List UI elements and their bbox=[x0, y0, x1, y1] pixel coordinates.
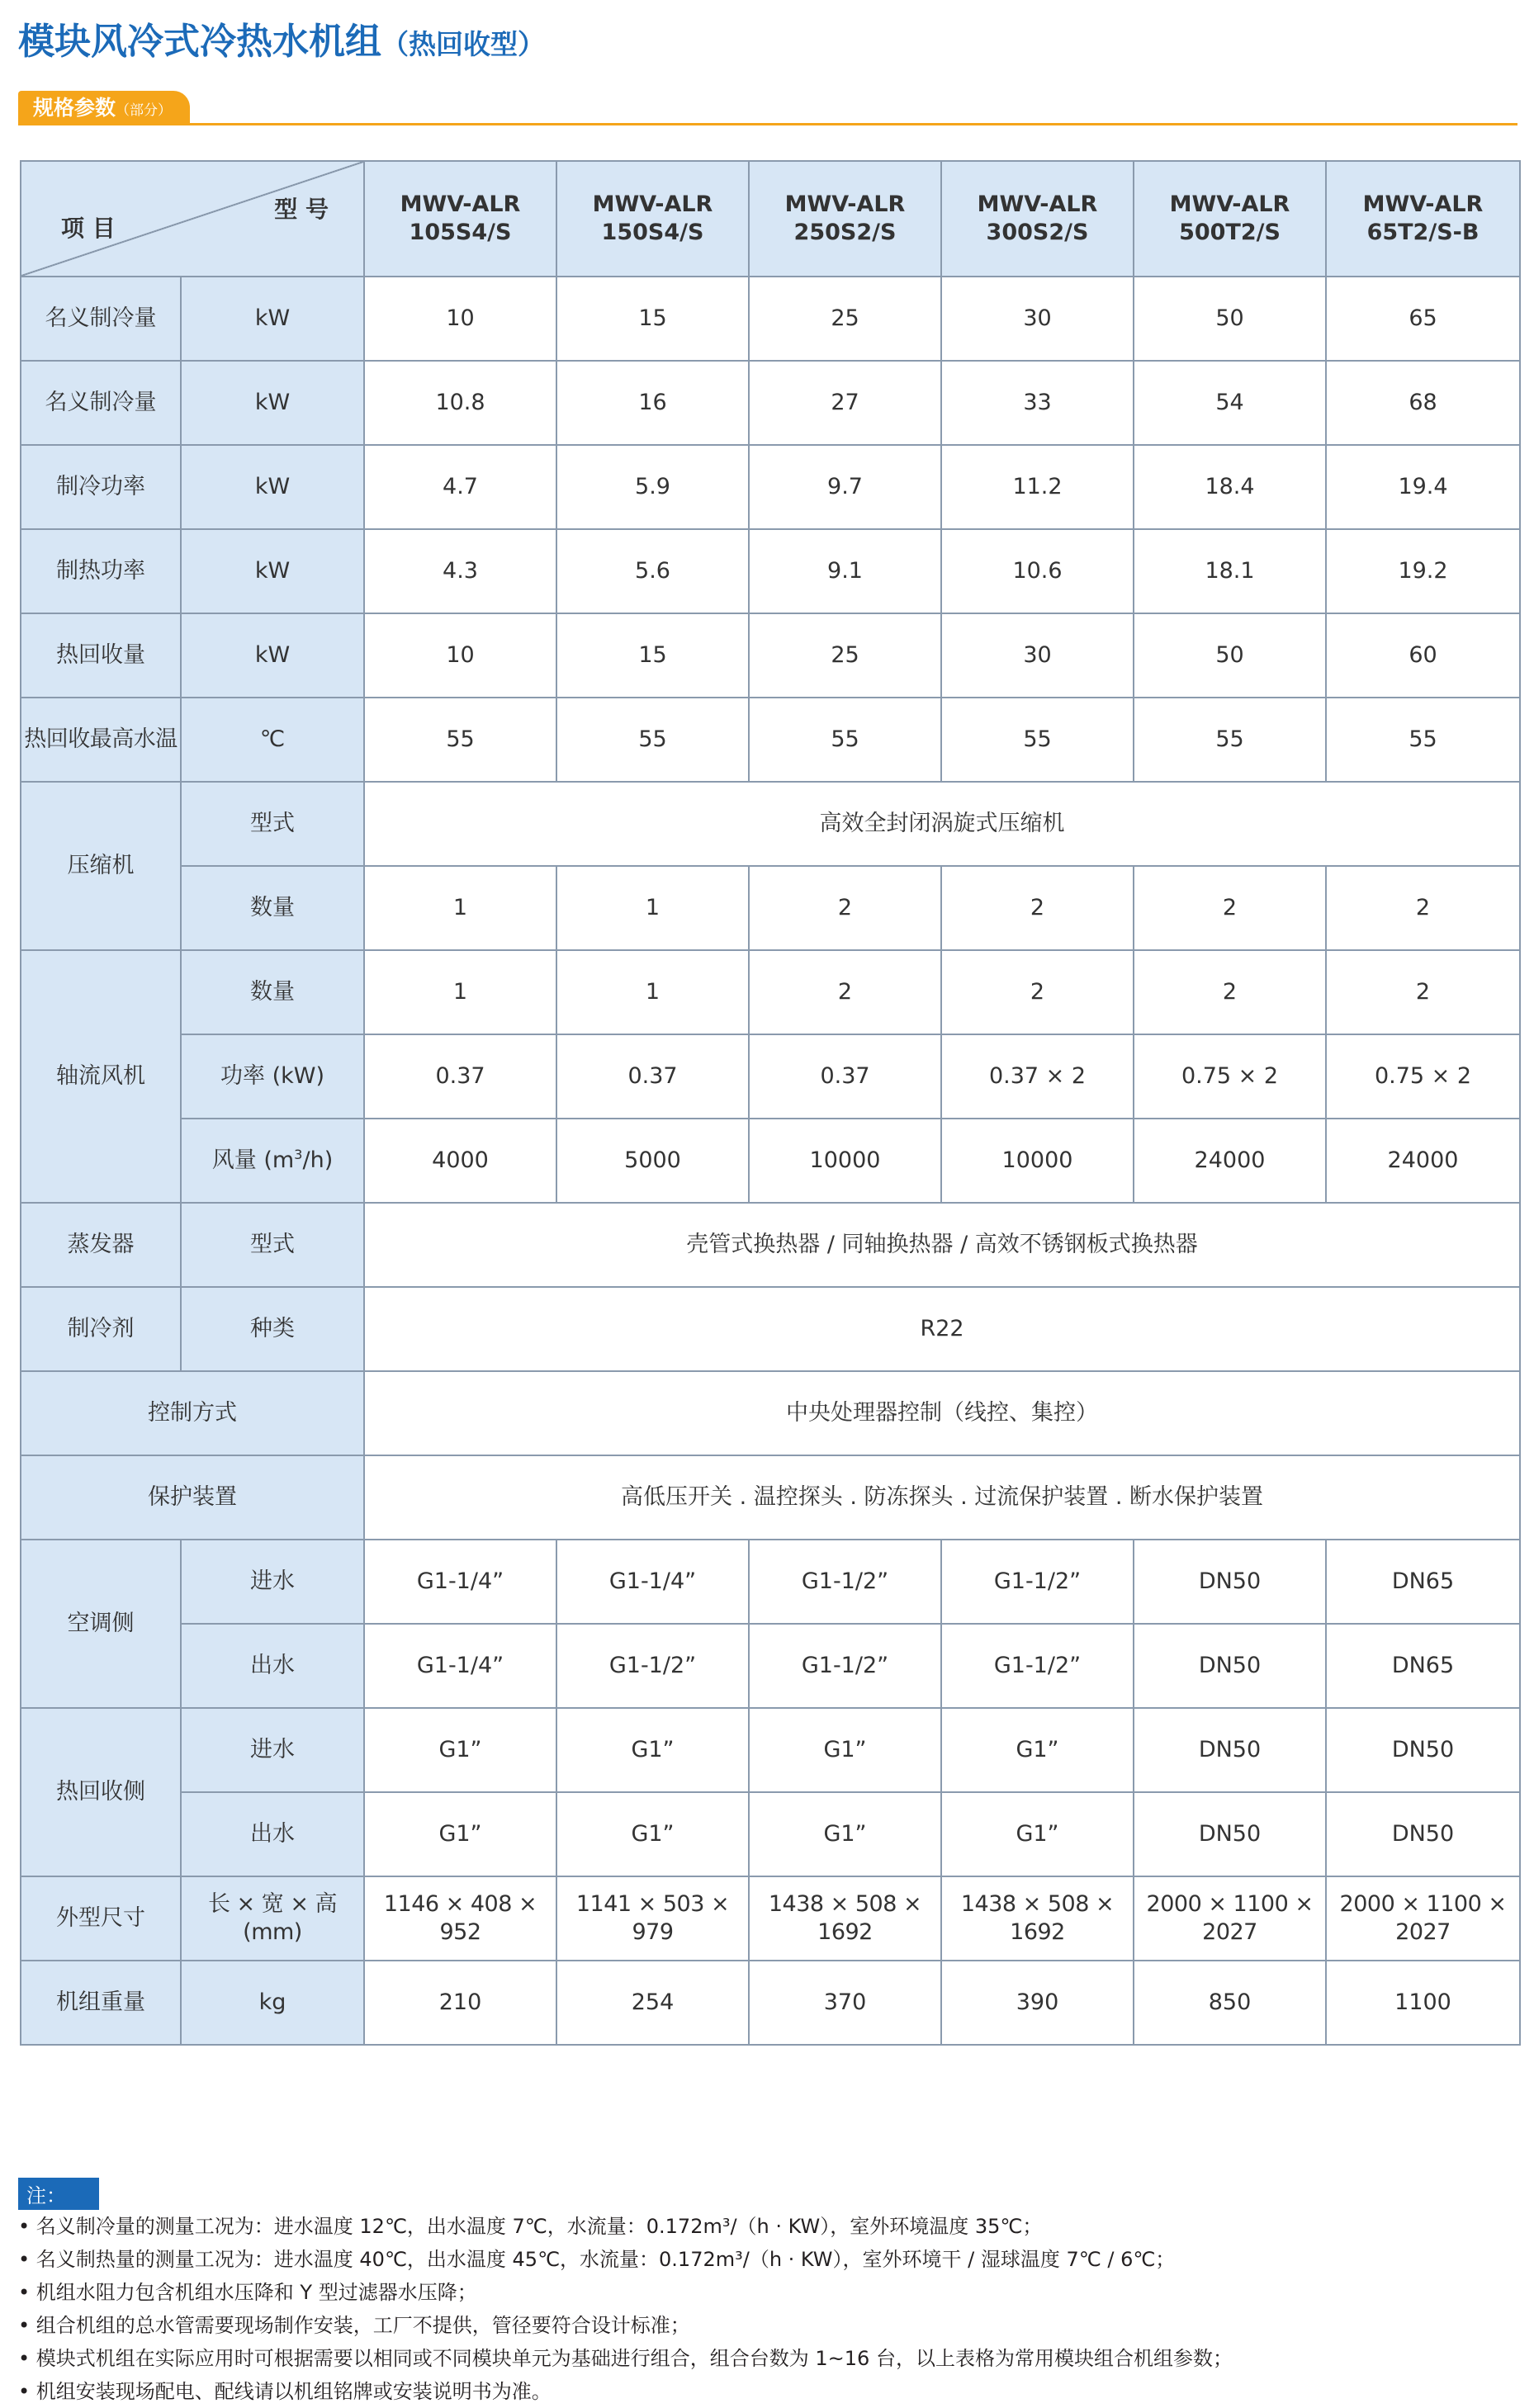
row-unit: 长 × 宽 × 高(mm) bbox=[181, 1876, 364, 1961]
table-cell: 210 bbox=[364, 1961, 556, 2045]
table-cell-merged: 壳管式换热器 / 同轴换热器 / 高效不锈钢板式换热器 bbox=[364, 1203, 1520, 1287]
row-unit: kW bbox=[181, 613, 364, 698]
table-cell: G1-1/4” bbox=[364, 1540, 556, 1624]
row-sub-label: 进水 bbox=[181, 1708, 364, 1792]
row-unit: kW bbox=[181, 361, 364, 445]
table-row bbox=[21, 1455, 1520, 1540]
table-cell: 25 bbox=[749, 613, 941, 698]
table-row bbox=[21, 277, 1520, 361]
table-cell: 850 bbox=[1134, 1961, 1326, 2045]
table-cell: 1 bbox=[556, 866, 749, 950]
table-cell: 4.3 bbox=[364, 529, 556, 613]
table-row bbox=[21, 950, 1520, 1034]
table-cell: 24000 bbox=[1326, 1119, 1520, 1203]
table-cell-merged: 高低压开关 . 温控探头 . 防冻探头 . 过流保护装置 . 断水保护装置 bbox=[364, 1455, 1520, 1540]
model-header: MWV-ALR 150S4/S bbox=[556, 161, 749, 277]
table-row bbox=[21, 1287, 1520, 1371]
table-cell: 5.9 bbox=[556, 445, 749, 529]
table-cell: 65 bbox=[1326, 277, 1520, 361]
row-label: 名义制冷量 bbox=[21, 361, 181, 445]
table-row bbox=[21, 1371, 1520, 1455]
row-label-control: 控制方式 bbox=[21, 1371, 364, 1455]
table-cell: DN50 bbox=[1326, 1792, 1520, 1876]
table-cell: 1100 bbox=[1326, 1961, 1520, 2045]
row-label: 名义制冷量 bbox=[21, 277, 181, 361]
table-row bbox=[21, 1034, 1520, 1119]
table-cell: 2 bbox=[941, 866, 1134, 950]
table-cell: 2000 × 1100 × 2027 bbox=[1326, 1876, 1520, 1961]
table-cell: G1-1/2” bbox=[941, 1540, 1134, 1624]
table-cell: 5000 bbox=[556, 1119, 749, 1203]
table-cell: G1-1/4” bbox=[556, 1540, 749, 1624]
row-sub-label: 型式 bbox=[181, 1203, 364, 1287]
section-tab-sublabel: （部分） bbox=[116, 102, 173, 119]
note-item: • 名义制热量的测量工况为：进水温度 40℃，出水温度 45℃，水流量：0.172m³/（h · KW），室外环境干 / 湿球温度 7℃ / 6℃； bbox=[18, 2248, 1176, 2271]
table-cell: 11.2 bbox=[941, 445, 1134, 529]
table-cell: DN50 bbox=[1134, 1708, 1326, 1792]
table-cell: G1” bbox=[364, 1708, 556, 1792]
table-row bbox=[21, 1961, 1520, 2045]
row-sub-label: 数量 bbox=[181, 950, 364, 1034]
table-cell: 4000 bbox=[364, 1119, 556, 1203]
table-row bbox=[21, 1624, 1520, 1708]
table-cell: G1” bbox=[941, 1792, 1134, 1876]
table-cell: 370 bbox=[749, 1961, 941, 2045]
table-cell: 55 bbox=[364, 698, 556, 782]
table-cell: 55 bbox=[1134, 698, 1326, 782]
table-cell: G1” bbox=[556, 1792, 749, 1876]
table-cell: G1-1/2” bbox=[556, 1624, 749, 1708]
table-row bbox=[21, 361, 1520, 445]
table-cell: G1-1/2” bbox=[749, 1540, 941, 1624]
table-cell: 19.2 bbox=[1326, 529, 1520, 613]
table-cell-merged: R22 bbox=[364, 1287, 1520, 1371]
table-cell: DN65 bbox=[1326, 1624, 1520, 1708]
table-cell: 10.6 bbox=[941, 529, 1134, 613]
table-cell: 18.4 bbox=[1134, 445, 1326, 529]
table-cell: DN50 bbox=[1134, 1792, 1326, 1876]
table-row bbox=[21, 1119, 1520, 1203]
table-cell: 2 bbox=[749, 950, 941, 1034]
row-label: 机组重量 bbox=[21, 1961, 181, 2045]
page-subtitle: （热回收型） bbox=[381, 28, 545, 60]
section-divider bbox=[18, 123, 1517, 125]
table-cell: 16 bbox=[556, 361, 749, 445]
row-sub-label: 种类 bbox=[181, 1287, 364, 1371]
table-cell: 30 bbox=[941, 613, 1134, 698]
table-cell: 1 bbox=[364, 866, 556, 950]
table-cell: 10 bbox=[364, 613, 556, 698]
table-cell: 25 bbox=[749, 277, 941, 361]
row-sub-label: 进水 bbox=[181, 1540, 364, 1624]
table-cell: 68 bbox=[1326, 361, 1520, 445]
table-cell: 50 bbox=[1134, 277, 1326, 361]
table-row bbox=[21, 1792, 1520, 1876]
corner-item-label: 项 目 bbox=[61, 215, 116, 242]
table-cell: 55 bbox=[941, 698, 1134, 782]
table-cell: G1” bbox=[749, 1792, 941, 1876]
spec-table bbox=[20, 160, 1521, 2046]
table-cell: 1146 × 408 × 952 bbox=[364, 1876, 556, 1961]
row-group-heat-recovery-side: 热回收侧 bbox=[21, 1708, 181, 1876]
note-item: • 名义制冷量的测量工况为：进水温度 12℃，出水温度 7℃，水流量：0.172m³/（h · KW），室外环境温度 35℃； bbox=[18, 2215, 1043, 2238]
table-cell: DN50 bbox=[1134, 1624, 1326, 1708]
row-label: 外型尺寸 bbox=[21, 1876, 181, 1961]
table-cell: 55 bbox=[749, 698, 941, 782]
corner-cell bbox=[21, 161, 364, 277]
table-row bbox=[21, 1540, 1520, 1624]
table-row bbox=[21, 1203, 1520, 1287]
table-cell: 0.37 × 2 bbox=[941, 1034, 1134, 1119]
table-cell: 1438 × 508 × 1692 bbox=[749, 1876, 941, 1961]
table-cell: 10.8 bbox=[364, 361, 556, 445]
row-sub-label: 功率 (kW) bbox=[181, 1034, 364, 1119]
table-cell: G1-1/4” bbox=[364, 1624, 556, 1708]
table-cell: 1 bbox=[364, 950, 556, 1034]
table-cell: 60 bbox=[1326, 613, 1520, 698]
table-cell: 0.37 bbox=[556, 1034, 749, 1119]
table-cell: 27 bbox=[749, 361, 941, 445]
table-cell: G1” bbox=[364, 1792, 556, 1876]
row-label: 制热功率 bbox=[21, 529, 181, 613]
corner-model-label: 型 号 bbox=[274, 196, 329, 223]
header-row bbox=[21, 161, 1520, 277]
table-cell: 2 bbox=[1326, 950, 1520, 1034]
row-unit: kW bbox=[181, 529, 364, 613]
table-cell: 19.4 bbox=[1326, 445, 1520, 529]
table-cell: 1141 × 503 × 979 bbox=[556, 1876, 749, 1961]
table-cell: 2 bbox=[749, 866, 941, 950]
row-label: 热回收量 bbox=[21, 613, 181, 698]
row-label: 热回收最高水温 bbox=[21, 698, 181, 782]
table-cell-merged: 高效全封闭涡旋式压缩机 bbox=[364, 782, 1520, 866]
table-cell: DN50 bbox=[1326, 1708, 1520, 1792]
table-cell: 54 bbox=[1134, 361, 1326, 445]
row-sub-label: 风量 $(m^3/h)$ bbox=[181, 1119, 364, 1203]
table-cell: G1” bbox=[749, 1708, 941, 1792]
table-cell: G1” bbox=[556, 1708, 749, 1792]
table-row bbox=[21, 1708, 1520, 1792]
table-cell: G1-1/2” bbox=[941, 1624, 1134, 1708]
table-cell: 5.6 bbox=[556, 529, 749, 613]
table-cell: 18.1 bbox=[1134, 529, 1326, 613]
table-cell: 15 bbox=[556, 613, 749, 698]
table-cell: 390 bbox=[941, 1961, 1134, 2045]
table-cell: DN50 bbox=[1134, 1540, 1326, 1624]
table-cell: 9.7 bbox=[749, 445, 941, 529]
table-row bbox=[21, 698, 1520, 782]
row-sub-label: 出水 bbox=[181, 1792, 364, 1876]
note-item: • 机组水阻力包含机组水压降和 Y 型过滤器水压降； bbox=[18, 2281, 477, 2304]
table-cell: 2000 × 1100 × 2027 bbox=[1134, 1876, 1326, 1961]
notes-label: 注： bbox=[18, 2178, 99, 2210]
row-sub-label: 出水 bbox=[181, 1624, 364, 1708]
row-unit: ℃ bbox=[181, 698, 364, 782]
row-group-fan: 轴流风机 bbox=[21, 950, 181, 1203]
table-cell: 10000 bbox=[941, 1119, 1134, 1203]
table-cell: 55 bbox=[556, 698, 749, 782]
table-cell: DN65 bbox=[1326, 1540, 1520, 1624]
table-cell: 24000 bbox=[1134, 1119, 1326, 1203]
row-group-ac-side: 空调侧 bbox=[21, 1540, 181, 1708]
page-title: 模块风冷式冷热水机组（热回收型） bbox=[18, 21, 545, 63]
table-cell: 2 bbox=[1134, 950, 1326, 1034]
table-row bbox=[21, 613, 1520, 698]
table-row bbox=[21, 782, 1520, 866]
table-cell: 10 bbox=[364, 277, 556, 361]
table-row bbox=[21, 529, 1520, 613]
table-cell: 10000 bbox=[749, 1119, 941, 1203]
table-cell: 0.75 × 2 bbox=[1326, 1034, 1520, 1119]
row-unit: kW bbox=[181, 277, 364, 361]
table-cell: 15 bbox=[556, 277, 749, 361]
section-tab-specs: 规格参数（部分） bbox=[18, 91, 190, 125]
row-group-evaporator: 蒸发器 bbox=[21, 1203, 181, 1287]
model-header: MWV-ALR 300S2/S bbox=[941, 161, 1134, 277]
table-cell: 55 bbox=[1326, 698, 1520, 782]
table-cell: 0.75 × 2 bbox=[1134, 1034, 1326, 1119]
row-unit: kg bbox=[181, 1961, 364, 2045]
row-sub-label: 数量 bbox=[181, 866, 364, 950]
table-cell: 33 bbox=[941, 361, 1134, 445]
note-item: • 模块式机组在实际应用时可根据需要以相同或不同模块单元为基础进行组合，组合台数为 1~16 台，以上表格为常用模块组合机组参数； bbox=[18, 2347, 1233, 2370]
table-cell: 1 bbox=[556, 950, 749, 1034]
table-cell: 30 bbox=[941, 277, 1134, 361]
row-sub-label: 型式 bbox=[181, 782, 364, 866]
table-cell: 0.37 bbox=[364, 1034, 556, 1119]
model-header: MWV-ALR 65T2/S-B bbox=[1326, 161, 1520, 277]
row-group-refrigerant: 制冷剂 bbox=[21, 1287, 181, 1371]
table-cell: 50 bbox=[1134, 613, 1326, 698]
table-cell: 2 bbox=[1326, 866, 1520, 950]
model-header: MWV-ALR 500T2/S bbox=[1134, 161, 1326, 277]
table-cell: 2 bbox=[1134, 866, 1326, 950]
table-cell: 9.1 bbox=[749, 529, 941, 613]
table-cell: 4.7 bbox=[364, 445, 556, 529]
row-unit: kW bbox=[181, 445, 364, 529]
note-item: • 组合机组的总水管需要现场制作安装，工厂不提供，管径要符合设计标准； bbox=[18, 2314, 690, 2337]
table-cell: G1-1/2” bbox=[749, 1624, 941, 1708]
table-row bbox=[21, 866, 1520, 950]
table-cell-merged: 中央处理器控制（线控、集控） bbox=[364, 1371, 1520, 1455]
row-group-compressor: 压缩机 bbox=[21, 782, 181, 950]
table-cell: 254 bbox=[556, 1961, 749, 2045]
row-label: 制冷功率 bbox=[21, 445, 181, 529]
notes-section bbox=[18, 2178, 1517, 2408]
table-cell: 1438 × 508 × 1692 bbox=[941, 1876, 1134, 1961]
table-cell: 0.37 bbox=[749, 1034, 941, 1119]
table-row bbox=[21, 445, 1520, 529]
model-header: MWV-ALR 250S2/S bbox=[749, 161, 941, 277]
table-cell: G1” bbox=[941, 1708, 1134, 1792]
table-cell: 2 bbox=[941, 950, 1134, 1034]
row-label-protection: 保护装置 bbox=[21, 1455, 364, 1540]
model-header: MWV-ALR 105S4/S bbox=[364, 161, 556, 277]
note-item: • 机组安装现场配电、配线请以机组铭牌或安装说明书为准。 bbox=[18, 2380, 552, 2403]
table-row bbox=[21, 1876, 1520, 1961]
